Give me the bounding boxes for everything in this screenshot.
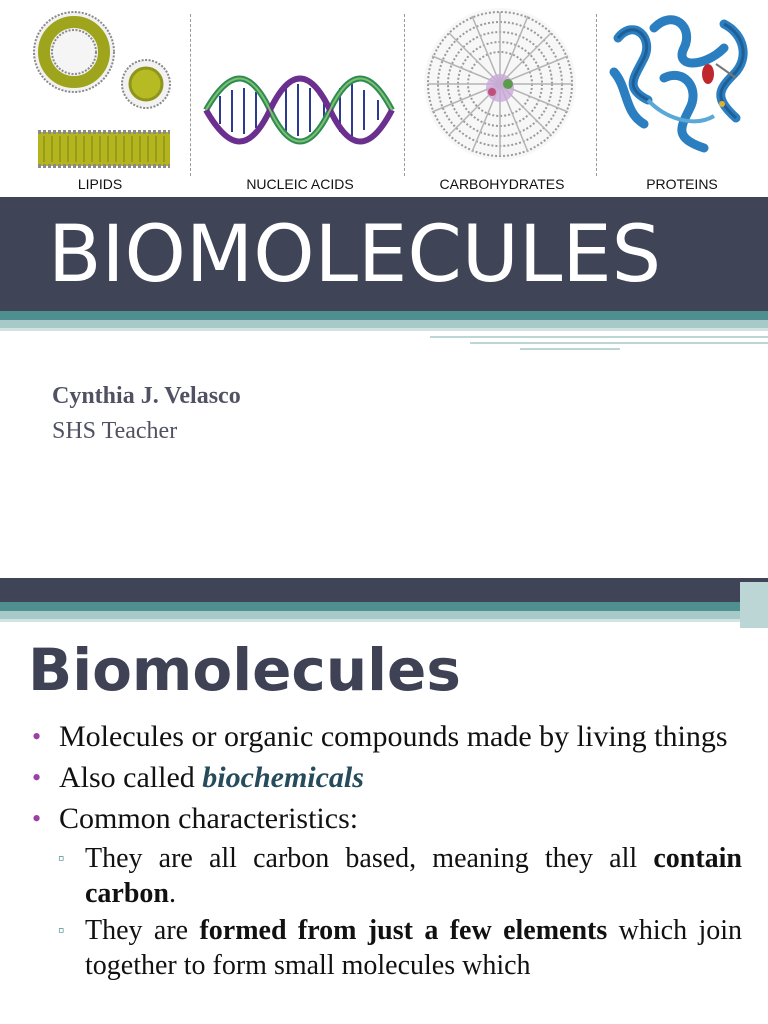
accent-stripe (0, 328, 768, 331)
image-divider (596, 14, 597, 176)
lipids-caption: LIPIDS (77, 176, 123, 192)
accent-line (470, 342, 768, 344)
image-divider (190, 14, 191, 176)
accent-stripe (0, 602, 768, 611)
proteins-panel (604, 8, 760, 194)
bullet-item (32, 759, 742, 796)
bullet-list (32, 718, 742, 985)
sub-bullet-square-icon: ▫ (58, 848, 65, 868)
emphasis-term: biochemicals (202, 761, 364, 794)
bullet-text: Common characteristics: (59, 802, 359, 835)
nucleic-acids-caption: NUCLEIC ACIDS (246, 176, 354, 192)
lipids-panel (20, 8, 180, 194)
accent-stripe (0, 311, 768, 320)
dna-helix-icon (200, 8, 400, 168)
accent-stripe (0, 619, 768, 622)
sub-bullet-text: They are all carbon based, meaning they all (85, 843, 654, 874)
bullet-dot-icon: • (32, 722, 42, 751)
bullet-text: Also called (59, 761, 203, 794)
bullet-item (32, 718, 742, 755)
accent-line (520, 348, 620, 350)
bullet-text: Molecules or organic compounds made by living things (59, 720, 728, 753)
header-band (0, 578, 768, 602)
bullet-dot-icon: • (32, 763, 42, 792)
biomolecule-image-strip (0, 0, 768, 196)
accent-line (740, 582, 768, 628)
nucleic-acids-panel (200, 8, 400, 194)
sub-bullet-text: . (169, 878, 176, 909)
accent-stripe (0, 611, 768, 619)
lipid-bilayer-icon (20, 8, 180, 168)
sub-bullet-item (32, 913, 742, 983)
protein-ribbon-icon (604, 8, 760, 168)
author-name: Cynthia J. Velasco (52, 383, 241, 409)
accent-line (430, 336, 768, 338)
glycogen-icon (412, 8, 592, 168)
sub-bullet-text: They are (85, 915, 200, 946)
slide-heading: Biomolecules (28, 636, 461, 704)
carbohydrates-caption: CARBOHYDRATES (439, 176, 565, 192)
sub-bullet-text: which join together to form small molecules which (85, 915, 742, 981)
author-role: SHS Teacher (52, 418, 178, 444)
proteins-caption: PROTEINS (646, 176, 718, 192)
bullet-item (32, 800, 742, 837)
sub-bullet-item (32, 841, 742, 911)
content-slide (0, 578, 768, 1024)
image-divider (404, 14, 405, 176)
bold-phrase: formed from just a few elements (199, 915, 608, 946)
bold-phrase: contain carbon (85, 843, 742, 909)
carbohydrates-panel (412, 8, 592, 194)
accent-stripe (0, 320, 768, 328)
title-band (0, 197, 768, 311)
slide-title: BIOMOLECULES (48, 210, 662, 300)
sub-bullet-square-icon: ▫ (58, 920, 65, 940)
bullet-dot-icon: • (32, 804, 42, 833)
